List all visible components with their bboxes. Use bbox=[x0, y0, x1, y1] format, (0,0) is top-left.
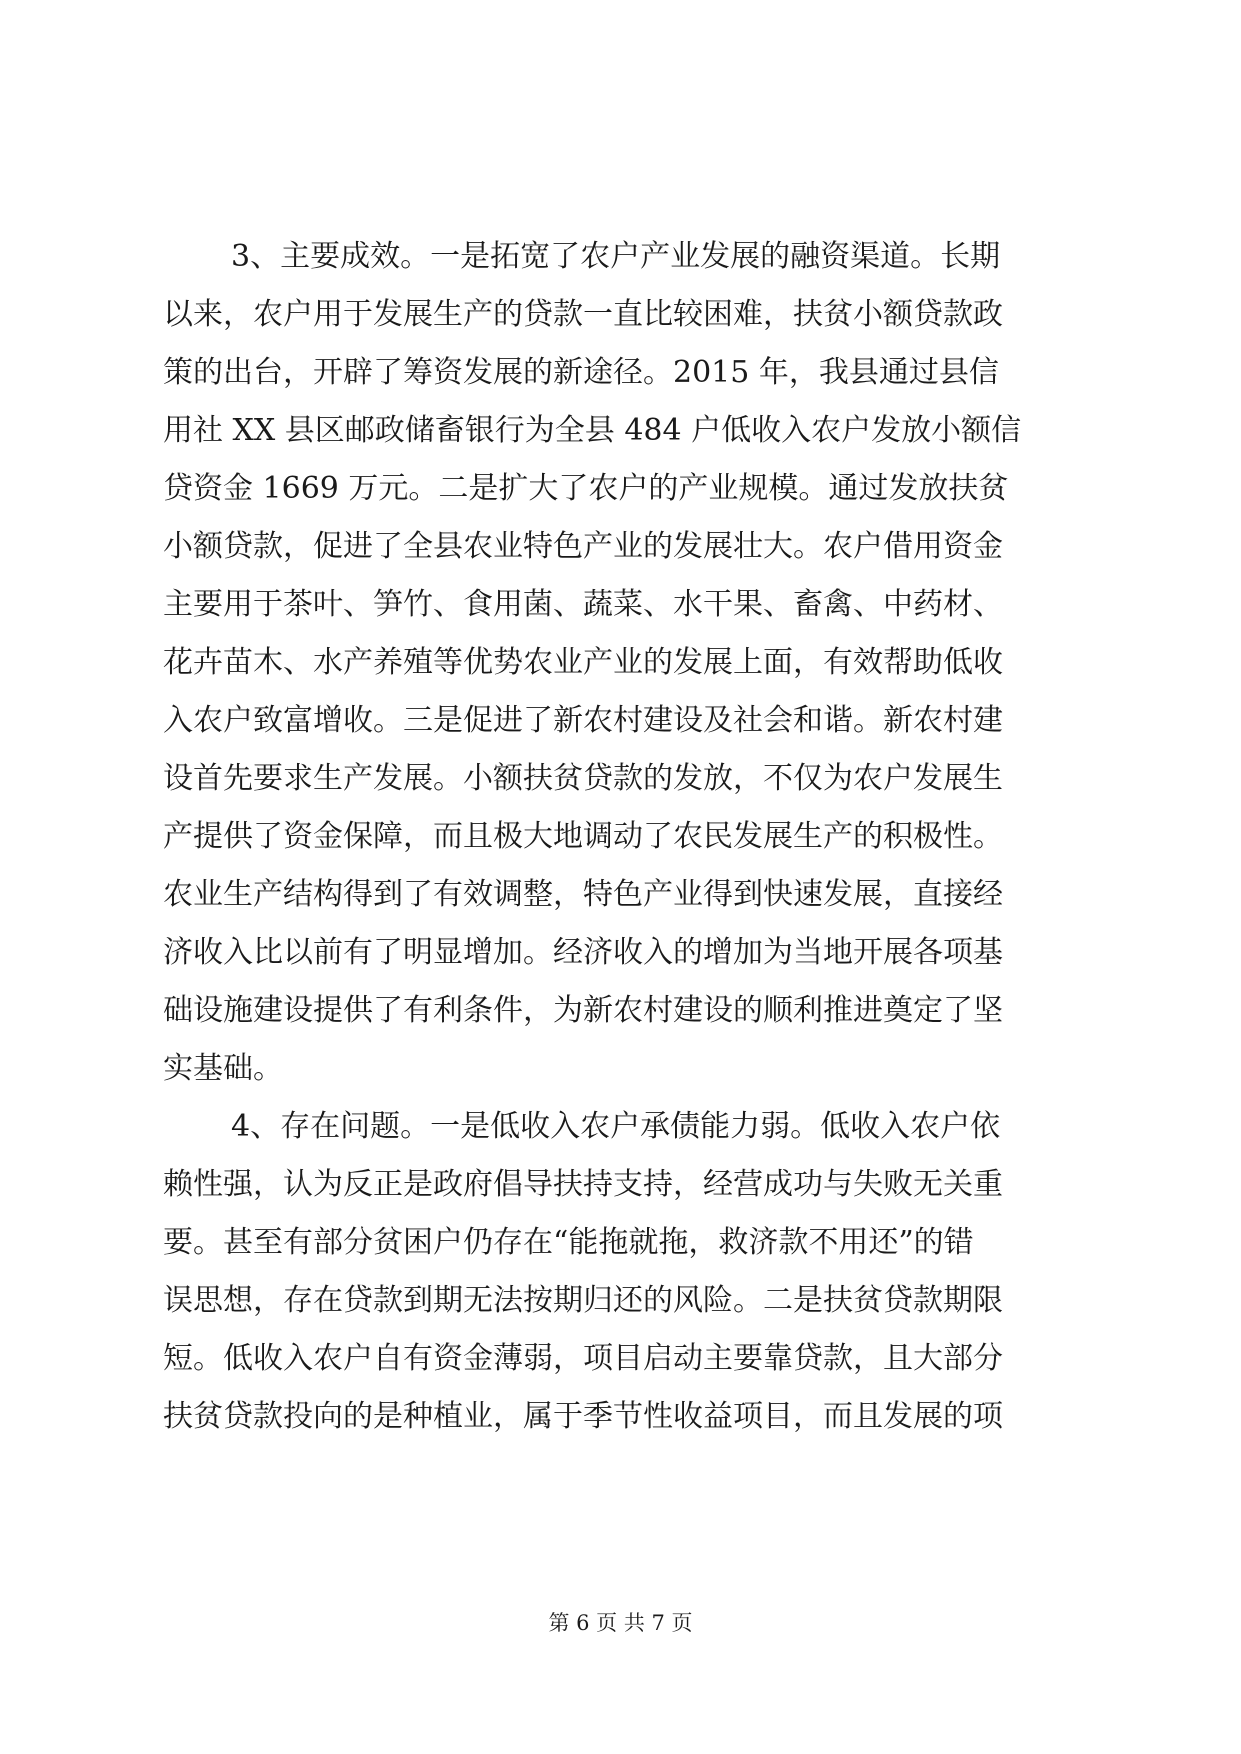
paragraph-3-line-3: 策的出台，开辟了筹资发展的新途径。2015 年，我县通过县信 bbox=[163, 355, 999, 390]
paragraph-3-line-4: 用社 XX 县区邮政储畜银行为全县 484 户低收入农户发放小额信 bbox=[163, 413, 1022, 448]
paragraph-3-line-7: 主要用于茶叶、笋竹、食用菌、蔬菜、水干果、畜禽、中药材、 bbox=[163, 587, 1003, 622]
paragraph-3-line-5: 贷资金 1669 万元。二是扩大了农户的产业规模。通过发放扶贫 bbox=[163, 471, 1009, 506]
paragraph-3-line-14: 础设施建设提供了有利条件，为新农村建设的顺利推进奠定了坚 bbox=[163, 993, 1003, 1028]
paragraph-3-line-13: 济收入比以前有了明显增加。经济收入的增加为当地开展各项基 bbox=[163, 935, 1003, 970]
paragraph-4-line-3: 要。甚至有部分贫困户仍存在“能拖就拖，救济款不用还”的错 bbox=[163, 1225, 974, 1260]
paragraph-3-line-15: 实基础。 bbox=[163, 1051, 283, 1086]
paragraph-4-line-6: 扶贫贷款投向的是种植业，属于季节性收益项目，而且发展的项 bbox=[163, 1399, 1003, 1434]
paragraph-3-line-2: 以来，农户用于发展生产的贷款一直比较困难，扶贫小额贷款政 bbox=[163, 297, 1003, 332]
paragraph-3-line-11: 产提供了资金保障，而且极大地调动了农民发展生产的积极性。 bbox=[163, 819, 1003, 854]
paragraph-3-line-8: 花卉苗木、水产养殖等优势农业产业的发展上面，有效帮助低收 bbox=[163, 645, 1003, 680]
paragraph-3-line-10: 设首先要求生产发展。小额扶贫贷款的发放，不仅为农户发展生 bbox=[163, 761, 1003, 796]
paragraph-3-line-12: 农业生产结构得到了有效调整，特色产业得到快速发展，直接经 bbox=[163, 877, 1003, 912]
page-number-footer: 第 6 页 共 7 页 bbox=[548, 1611, 693, 1635]
paragraph-4-line-5: 短。低收入农户自有资金薄弱，项目启动主要靠贷款，且大部分 bbox=[163, 1341, 1003, 1376]
paragraph-4-line-1: 4、存在问题。一是低收入农户承债能力弱。低收入农户依 bbox=[231, 1109, 1001, 1144]
paragraph-4-line-2: 赖性强，认为反正是政府倡导扶持支持，经营成功与失败无关重 bbox=[163, 1167, 1003, 1202]
paragraph-4-line-4: 误思想，存在贷款到期无法按期归还的风险。二是扶贫贷款期限 bbox=[163, 1283, 1003, 1318]
paragraph-3-line-6: 小额贷款，促进了全县农业特色产业的发展壮大。农户借用资金 bbox=[163, 529, 1003, 564]
paragraph-3-line-9: 入农户致富增收。三是促进了新农村建设及社会和谐。新农村建 bbox=[163, 703, 1003, 738]
paragraph-3-line-1: 3、主要成效。一是拓宽了农户产业发展的融资渠道。长期 bbox=[231, 239, 1001, 274]
